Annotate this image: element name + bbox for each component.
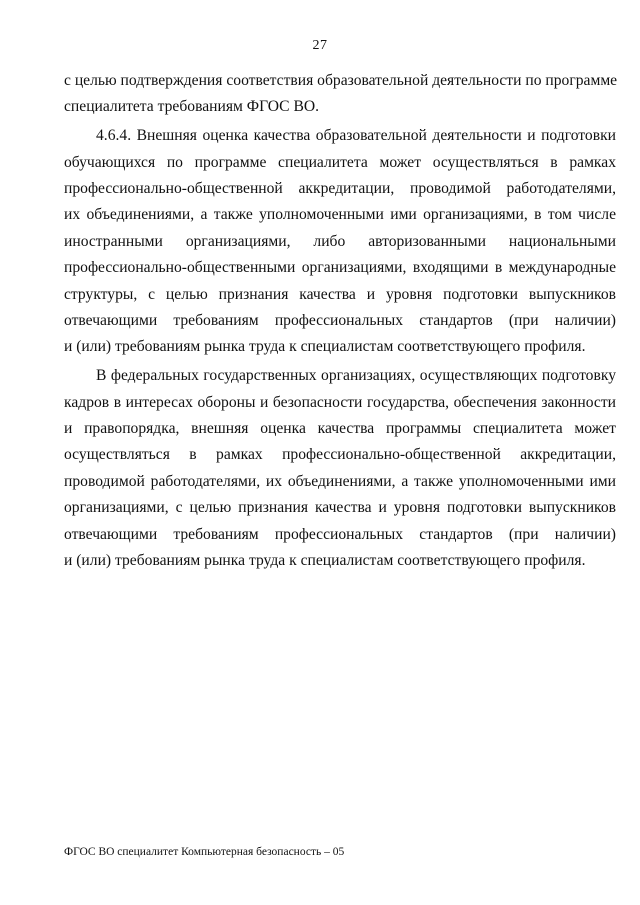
text-line: и (или) требованиям рынка труда к специалистам соответствующего профиля. (64, 552, 586, 570)
text-line: кадров в интересах обороны и безопасности государства, обеспечения законности (64, 393, 616, 411)
text-line: 4.6.4. Внешняя оценка качества образовательной деятельности и подготовки (96, 127, 616, 145)
paragraph-4-6-4 (64, 123, 616, 361)
text-line: и правопорядка, внешняя оценка качества программы специалитета может (64, 420, 616, 438)
text-line: и (или) требованиям рынка труда к специалистам соответствующего профиля. (64, 338, 586, 356)
text-line: структуры, с целью признания качества и уровня подготовки выпускников (64, 285, 616, 303)
page-number: 27 (312, 38, 328, 53)
page-footer: ФГОС ВО специалитет Компьютерная безопасность – 05 (64, 846, 345, 858)
text-line: их объединениями, а также уполномоченными ими организациями, в том числе (64, 206, 616, 224)
text-line: обучающихся по программе специалитета может осуществляться в рамках (64, 153, 616, 171)
text-line: профессионально-общественной аккредитации, проводимой работодателями, (64, 180, 616, 198)
text-line: с целью подтверждения соответствия образовательной деятельности по программе (64, 72, 618, 89)
text-line: организациями, с целью признания качества и уровня подготовки выпускников (64, 499, 616, 517)
text-line: иностранными организациями, либо авторизованными национальными (64, 232, 616, 250)
text-line: профессионально-общественными организациями, входящими в международные (64, 259, 616, 277)
text-line: осуществляться в рамках профессионально-общественной аккредитации, (64, 446, 616, 464)
text-line: В федеральных государственных организациях, осуществляющих подготовку (96, 367, 616, 385)
text-line: отвечающими требованиям профессиональных стандартов (при наличии) (64, 525, 616, 543)
text-line: проводимой работодателями, их объединениями, а также уполномоченными ими (64, 472, 616, 490)
text-line: отвечающими требованиям профессиональных стандартов (при наличии) (64, 312, 616, 330)
paragraph-continuation (64, 68, 616, 121)
text-line: специалитета требованиям ФГОС ВО. (64, 98, 320, 116)
body-text (64, 68, 616, 574)
paragraph-federal-organizations (64, 363, 616, 574)
